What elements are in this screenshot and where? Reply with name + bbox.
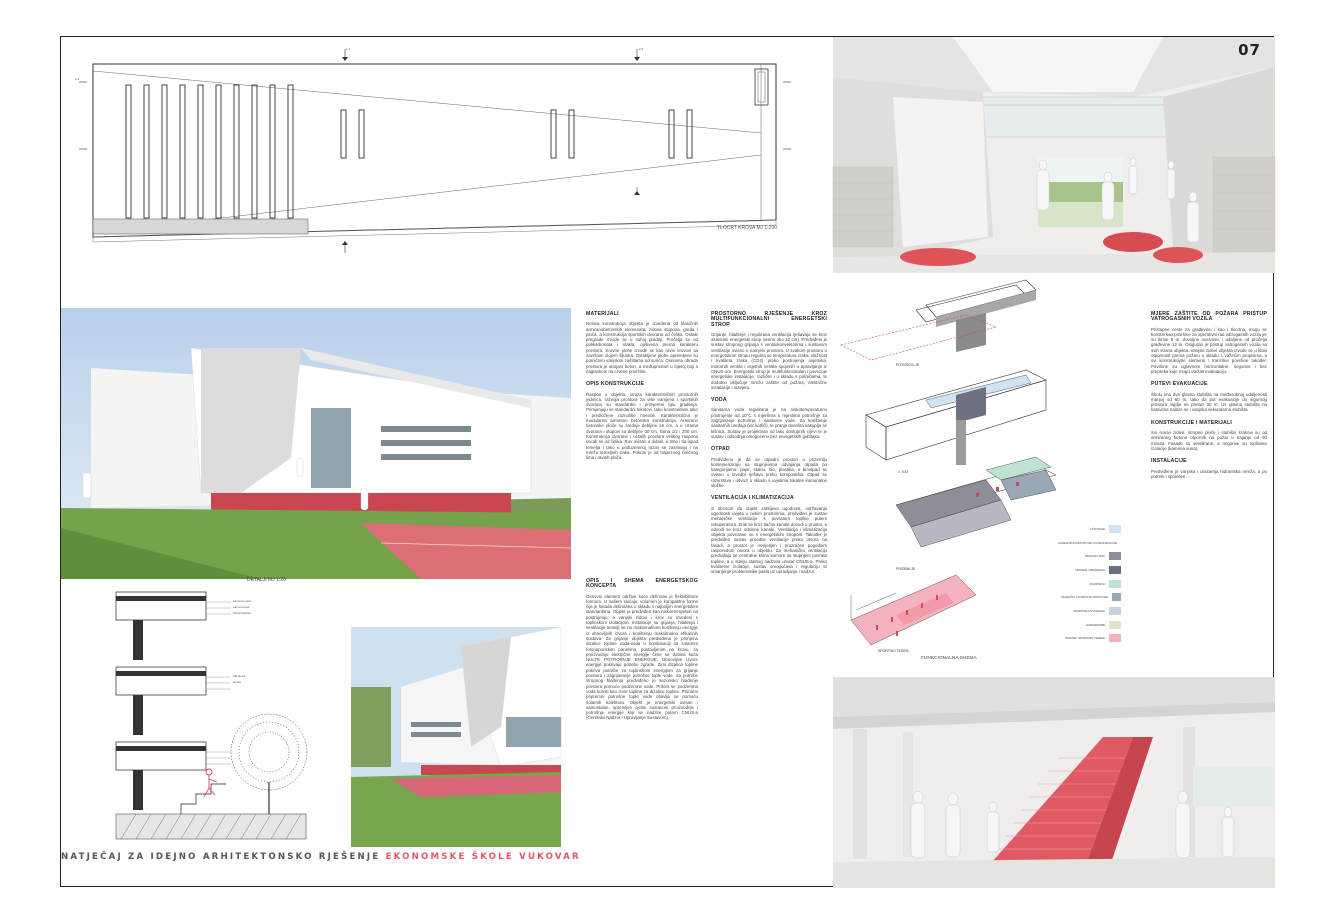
text-column-fire-safety [1151, 312, 1267, 482]
roof-plan-drawing [61, 37, 831, 302]
presentation-sheet [60, 36, 1274, 887]
section-text: Školu ima dva glavna stubišta na međusobnoj udaljenosti manjoj od 60 m, tako da put evakuacije do sigurnog prostora nigdje ne prelazi 30 m. Uz glavna stubišta na katovima nalaze se i vanjska sekundarna stubišta. [1151, 391, 1267, 413]
functional-diagram [836, 275, 1066, 655]
page-number: 07 [1238, 41, 1261, 59]
section-heading: KONSTRUKCIJE I MATERIJALI [1151, 419, 1232, 426]
legend-item [1061, 577, 1121, 591]
section-heading: INSTALACIJE [1151, 458, 1187, 465]
section-text: S obzirom da objekt zahtijeva ugodnost, održavanja ugodnosti uvjeta u nekim prostorima, predviđen je sustav mehaničke ventilacije s povratom topline putem rekuperatora. Zrak se kroz tlačne kanale dovodi u prostor, a odvodi se kroz odsisne kanale. Ventilacija i klimatizacija objekta povezane su s energetskim stropom. Također je predviđen sustav prirodne ventilacije preko otvora na fasadi, a prostor je osvijetljen i prozračen pogodnim rasporedom otvora u objektu. Za mehaničku ventilaciju predviđaju se centralne klima komore sa stupnjem povrata topline, a u stanju stalnog nadzora unutar CNUS-a. Preko kvalitetne izolacije, sustav omogućava i regulaciju te smanjenje problematike pakla uz upravljanje i nadzor. [711, 505, 827, 575]
legend-swatch [1109, 566, 1121, 574]
section-heading: PROSTORNO RJEŠENJE KROZ MULTIFUNKCIONALNI ENERGETSKI STROP [711, 311, 827, 328]
exterior-render-main [61, 308, 571, 579]
section-heading: MATERIJALI [586, 311, 619, 317]
section-text: Grijanje, hlađenje i regulirana ventilacija rješavaju se kroz aktivirani energetski strop (visine oko 10 cm). Predviđeni je sustav stropnog grijanja s ventilokonvektorima i sustavom ventilacije ovisno o namjeni prostora. U svakom prostoru u energetskom stropu regulira se temperatura zraka, vlažnost i kvaliteta zraka (CO2) preko postrojenja osjetnika, motornih ventila i osjetnih ventila spojenih u upravljanje iz CNUS-om. Energetski strop je multifunkcionalan i povezuje energetske instalacije, različite i u skladu s potrebama, te dodatno uključuje mrežu zaštite od požara, električne instalacije i rasvjetu. [711, 331, 827, 390]
legend-item [1061, 604, 1121, 618]
legend-label: ŠKOLSKI TRG [1085, 554, 1105, 559]
diagram-caption: FUNKCIONALNA SHEMA [921, 656, 977, 661]
section-text: Sanitarna voda regulirana je na niskotemperaturno postrojenje od 10°C s mjerilima u mjestima potrošnje za zagrijavanje potrošnje i sanitarne vode. Za korištenje sanitarnih uređaja (wc kotlići), te pranje dvorišta sakuplja se kišnica. Sustav je projektiran od lako dostupnih cijevi te je sustav i odvodnja omogućeno bez energetskih gubitaka. [711, 407, 827, 439]
legend-label: UPRAVA I ZBORNICA [1075, 567, 1105, 572]
section-heading: PUTEVI EVAKUACIJE [1151, 381, 1208, 388]
diagram-label-sport: SPORTSKI TEREN [878, 649, 909, 653]
text-column-energy-concept [586, 579, 698, 724]
diagram-legend [1058, 522, 1121, 645]
section-marker-label: 1-1 [346, 47, 351, 51]
plan-caption: TLOCRT KROVA MJ 1:200 [717, 225, 778, 231]
legend-item [1061, 522, 1121, 536]
section-marker-label: 3-3 [75, 77, 80, 81]
section-text: Pristupne ceste za građevinu i kao i tlocrtna, mogu se koristiti kao površine za operativni rad vatrogasnih vozila jer su širine 6 m, dovoljne nosivosti, i udaljene od pročelja građevine 12 m. Osiguran je pristup vatrogasnih vozila sa svih strana objekta. Vanjski zidovi objekta izvode se u klasi otpornosti prema požaru u skladu s važećim propisima, a svi konstrukcijski elementi i tranzitne površine također. Površine su uglavnom horizontalne, negorive i bez prepreka koje mogu otežati evakuaciju. [1151, 326, 1267, 374]
section-heading: VENTILACIJA I KLIMATIZACIJA [711, 495, 794, 502]
interior-render-library [833, 37, 1275, 273]
section-heading: VODA [711, 397, 727, 404]
section-text: Nosiva konstrukcija objekta je izvedena od klasičnih armiranobetonskih elemenata, zidova stupova, greda i ploča, a konstrukcija sportskih dvorana od čelika. Ostale pregrade izvode se u suhoj gradnji. Pročelja su od polikarbonata i stakla, opšivena prema karakteru prostora. Krovne plohe izvode se kao ravni krovovi sa završnim slojem šljunka. Ostakljene plohe opremljene su pomičnim vanjskim zaštitama od sunca. Osnovna obrada prostora je obojani beton, a međuprostori u bijeloj boji s naglaskom na crvene površine. [586, 321, 698, 374]
detail-layer-label: kamena vuna [233, 599, 252, 603]
competition-name: NATJEČAJ ZA IDEJNO ARHITEKTONSKO RJEŠENJE [61, 852, 381, 862]
legend-label: ZAJEDNIČKI PROSTORI I KOMUNIKACIJE [1058, 540, 1117, 545]
legend-item [1061, 563, 1121, 577]
section-text: Svi nosivi zidovi, stropne ploče i stubišni krakovi su od armiranog betona otpornih na požar u trajanju od 90 minuta. Fasade su ventilirane, a negorive su toplinske izolacije (kamena vuna). [1151, 430, 1267, 451]
section-marker-label: 2-2 [639, 47, 644, 51]
diagram-label-roof: POTKROVLJE [896, 363, 920, 367]
detail-layer-label: AB ploča [233, 674, 246, 678]
section-text: Osnovni element održive kuće definiran je fleksibilnom formom. U našem slučaju, volumen je kompaktne forme čija je fasada definirana u skladu s najboljim energetskim standardima. Objekt je predviđen kao niskoenergetski na postrojenju, a vanjski zidovi i krov su izvedeni s toplinskom izolacijom. Instalacije su grijanja, hlađenja i ventilacije temelji se na maksimalnom korištenju energije iz obnovljivih izvora i korištenju maksimalno efikasnih sustava. Za grijanje objekta predviđena je primjena dizalice topline voda-voda u kombinaciji sa solarnim fotonaponskim panelima, postavljenim na krovu, za proizvodnju električne energije čime se dobiva kuća NULTE POTROŠNJE ENERGIJE. Obnovljive izvore energije pokrivaju potrebe zgrade. Zimi dizalica topline pokriva potrebe za toplinskom energijom za grijanje prostora i zagrijavanje potrošne tople vode. Za potrebe stropnog hlađenja predviđeno je sezonsko hlađenje prostora pomoću podzemne vode. Pritom se podzemna voda koristi kao izvor topline za dizalicu topline. Primarni pripremni potrošne tople vode obavlja se pomoću solarnih kolektora. Objekt je energetski ovisan i samostalan, opremljen cjelim sustavom proizvodnje i potrošnje energije koji se nadzire putem CNUS-a (Centralni Nadzor i Upravljanje Sustavom). [586, 593, 698, 721]
roof-plan [61, 37, 831, 302]
interior-render-stairs [833, 677, 1275, 888]
exterior-render-small [351, 627, 561, 847]
legend-swatch [1109, 580, 1121, 588]
legend-swatch [1109, 525, 1121, 533]
section-heading: OPIS KONSTRUKCIJE [586, 381, 645, 388]
detail-title: DETALJI MJ 1:20 [247, 577, 286, 583]
text-column-installations [711, 312, 827, 577]
construction-details [61, 577, 346, 847]
legend-item [1061, 618, 1121, 632]
legend-swatch [1109, 607, 1121, 615]
legend-item [1061, 632, 1121, 646]
footer-title [61, 852, 581, 862]
legend-swatch [1109, 621, 1121, 629]
legend-label: KNJIŽNICA [1089, 581, 1105, 586]
text-column-materials [586, 312, 698, 463]
legend-label: GARDEROBE [1085, 622, 1105, 627]
legend-swatch [1112, 593, 1121, 601]
detail-layer-label: hidroizolacija [233, 611, 251, 615]
legend-item [1061, 590, 1121, 604]
detail-layer-label: parna brana [233, 605, 250, 609]
project-name: EKONOMSKE ŠKOLE VUKOVAR [385, 852, 581, 862]
section-heading: OTPAD [711, 446, 730, 453]
section-text: Raspon u objektu, izraza karakterističnih prostornih jedinica, razvoja prostora za više namjena i sportskih dvorana su standardni i primjereni tipu građenja. Primjenjuju se standardni tekstovi, tako konstruktivni tako i predložene raznolike metode. Karakteristična je modularna armirano betonska konstrukcija. Armirano betonske ploče su srednje debljine 16 cm, a u crtama dvorana i stupovi su debljine 30 cm, širina 1/2 i 200 cm. Konstrukcija dvorane i ostalih prostora velikog raspona izvodi se od čelika. Rov ovisan o dubini, a time i tla ispod temelja i tako u poduzemnoj razini se zasnivaju i na mrežu temeljnih traka. Pokrov je od trapeznog čeličnog lima i ravnih ploča. [586, 391, 698, 461]
section-text: Predviđene je vanjska i unutarnja hidrantska mreža, a po potrebi i sprinkleri. [1151, 468, 1267, 479]
legend-swatch [1109, 552, 1121, 560]
legend-label: VANJSKI SPORTSKI TERENI [1064, 636, 1105, 641]
diagram-label-floor: 1. KAT [898, 470, 909, 474]
legend-item [1061, 549, 1121, 563]
legend-item [1058, 536, 1121, 550]
section-heading: OPIS I SHEMA ENERGETSKOG KONCEPTA [586, 578, 698, 590]
diagram-label-ground: PRIZEMLJE [896, 567, 916, 571]
legend-label: TEHNIČKI I POMOĆNI PROSTORI [1061, 595, 1109, 600]
section-heading: MJERE ZAŠTITE OD POŽARA PRISTUP VATROGASNIH VOZILA [1151, 311, 1267, 323]
legend-swatch [1109, 634, 1121, 642]
detail-layer-label: žbuka [233, 680, 242, 684]
legend-label: SPORTSKA DVORANA [1073, 608, 1105, 613]
legend-label: UČIONICE [1090, 526, 1105, 531]
section-text: Predviđeno je da se otpadni prostori u prizemlju kontejneriziraju na stupnjevima odvajanja otpada po kategorijama: papir, staklo, bio, plastika, a biootpad se ovisno o izvedbi rješava preko kompostišta. Otpad se razvrstava i odvozi u skladu s uvjetima lokalne komunalne službe. [711, 456, 827, 489]
